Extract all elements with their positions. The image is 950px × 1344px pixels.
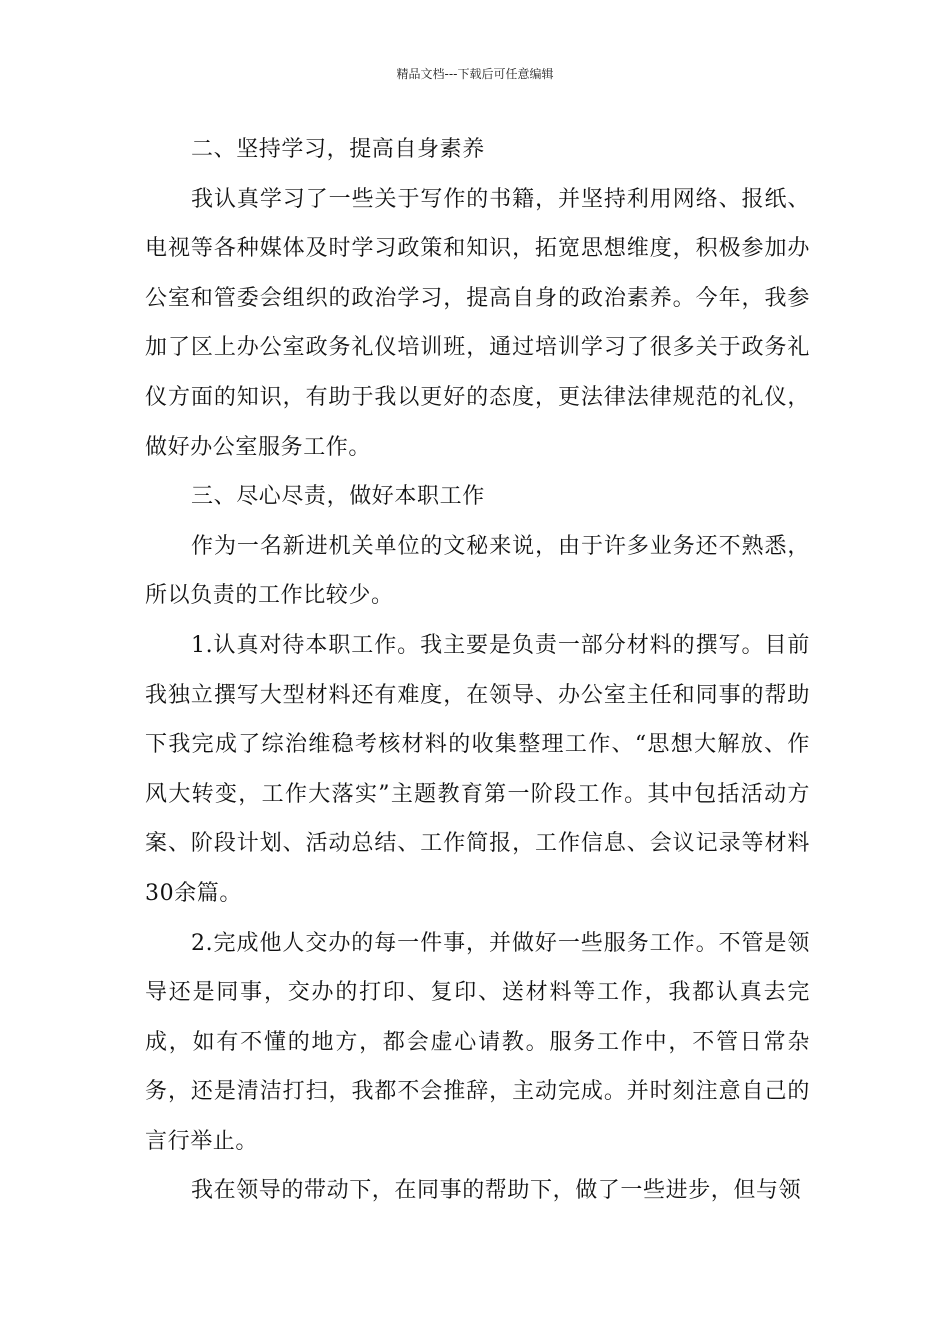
page-header: 精品文档---下载后可任意编辑 [396,67,554,81]
paragraph-closing: 我在领导的带动下，在同事的帮助下，做了一些进步，但与领 [191,1178,802,1204]
paragraph-item-2: 2.完成他人交办的每一件事，并做好一些服务工作。不管是领导还是同事，交办的打印、复印、送材料等工作，我都认真去完成，如有不懂的地方，都会虚心请教。服务工作中，不管日常杂务，还是清洁打扫，我都不会推辞，主动完成。并时刻注意自己的言行举止。 [145,930,810,1154]
section-heading-duties: 三、尽心尽责，做好本职工作 [191,484,485,510]
section-heading-learning: 二、坚持学习，提高自身素养 [191,137,485,162]
paragraph-duties-intro: 作为一名新进机关单位的文秘来说，由于许多业务还不熟悉，所以负责的工作比较少。 [145,533,810,609]
document-body [145,125,810,1216]
paragraph-learning: 我认真学习了一些关于写作的书籍，并坚持利用网络、报纸、电视等各种媒体及时学习政策和知识，拓宽思想维度，积极参加办公室和管委会组织的政治学习，提高自身的政治素养。今年，我参加了区上办公室政务礼仪培训班，通过培训学习了很多关于政务礼仪方面的知识，有助于我以更好的态度，更法律法律规范的礼仪，做好办公室服务工作。 [145,186,810,460]
paragraph-item-1: 1.认真对待本职工作。我主要是负责一部分材料的撰写。目前我独立撰写大型材料还有难度，在领导、办公室主任和同事的帮助下我完成了综治维稳考核材料的收集整理工作、“思想大解放、作风大转变，工作大落实”主题教育第一阶段工作。其中包括活动方案、阶段计划、活动总结、工作简报，工作信息、会议记录等材料30余篇。 [145,632,810,906]
